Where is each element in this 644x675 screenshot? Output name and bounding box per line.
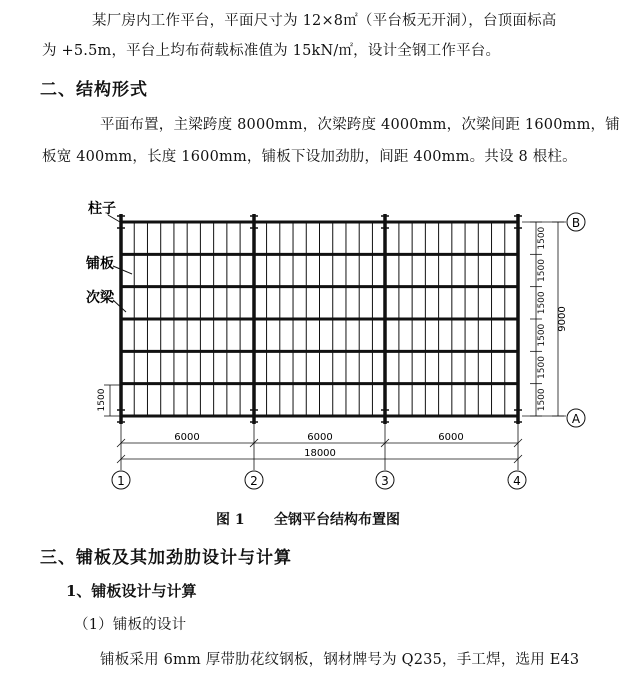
axis-label-a: A: [571, 412, 581, 426]
row-dim-text: 1500: [537, 388, 547, 412]
axis-label-2: 2: [250, 474, 258, 488]
row-dim-text: 1500: [537, 226, 547, 250]
intro-line-1: 某厂房内工作平台，平面尺寸为 12×8㎡（平台板无开洞），台顶面标高: [92, 13, 557, 29]
span-dim-1: 6000: [174, 432, 200, 443]
left-dim-text: 1500: [97, 388, 107, 412]
section-2-heading: 二、结构形式: [40, 80, 148, 100]
total-height-dim-text: 9000: [557, 306, 568, 332]
section-2-line-2: 板宽 400mm，长度 1600mm，铺板下设加劲肋，间距 400mm。共设 8 根柱。: [42, 149, 577, 165]
section-3-heading: 三、铺板及其加劲肋设计与计算: [40, 548, 292, 568]
total-dim-text: 18000: [304, 448, 336, 459]
section-2-line-1: 平面布置，主梁跨度 8000mm，次梁跨度 4000mm，次梁间距 1600mm，铺: [100, 117, 620, 133]
span-dim-2: 6000: [307, 432, 333, 443]
axis-label-3: 3: [381, 474, 389, 488]
axis-label-4: 4: [513, 474, 521, 488]
section-3-1-1-heading: （1）铺板的设计: [74, 617, 187, 633]
figure-caption-text: 全钢平台结构布置图: [274, 512, 400, 528]
row-dim-text: 1500: [537, 323, 547, 347]
row-dim-text: 1500: [537, 356, 547, 379]
axis-label-1: 1: [117, 474, 125, 488]
span-dim-3: 6000: [438, 432, 464, 443]
section-3-1-heading: 1、铺板设计与计算: [66, 582, 197, 600]
section-3-line-1: 铺板采用 6mm 厚带肋花纹钢板，钢材牌号为 Q235，手工焊，选用 E43: [100, 652, 580, 668]
row-dim-text: 1500: [537, 259, 547, 282]
label-plate: 铺板: [86, 256, 114, 272]
figure-caption-number: 图 1: [216, 512, 245, 528]
axis-label-b: B: [571, 216, 581, 230]
label-column: 柱子: [88, 201, 116, 217]
row-dim-text: 1500: [537, 291, 547, 315]
intro-line-2: 为 +5.5m，平台上均布荷载标准值为 15kN/㎡，设计全钢工作平台。: [42, 43, 501, 59]
label-secondary-beam: 次梁: [86, 290, 114, 306]
